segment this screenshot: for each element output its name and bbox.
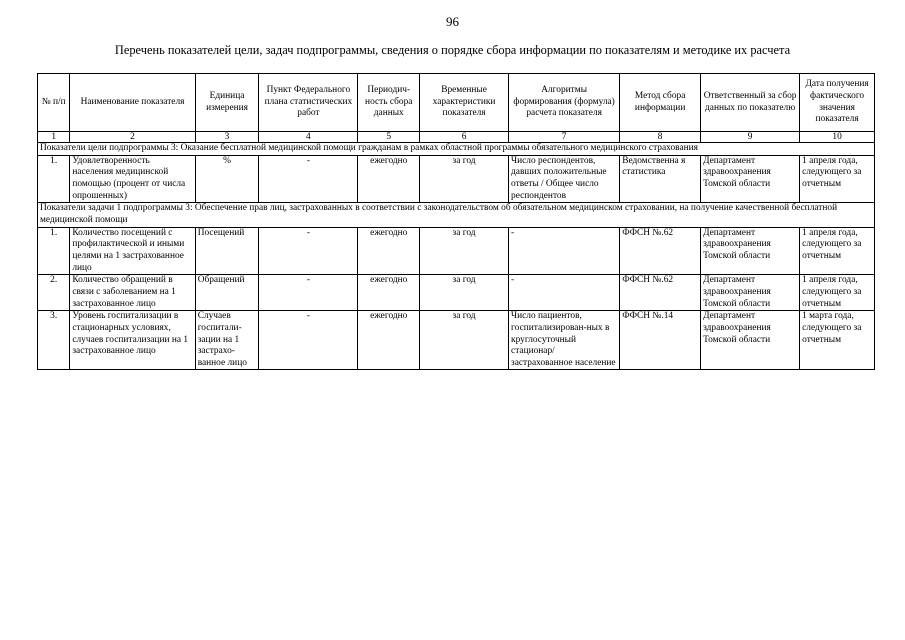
column-number: 7 (509, 132, 620, 143)
formula-cell: - (509, 227, 620, 275)
column-number: 4 (259, 132, 358, 143)
page-number: 96 (446, 14, 459, 29)
responsible-cell: Департамент здравоохранения Томской области (701, 311, 800, 370)
header-cell: Ответственный за сбор данных по показателю (701, 74, 800, 132)
time-characteristic-cell: за год (420, 155, 509, 203)
date-cell: 1 марта года, следующего за отчетным (800, 311, 875, 370)
header-cell: Дата получения фактического значения показателя (800, 74, 875, 132)
indicator-name: Количество обращений в связи с заболеванием на 1 застрахованное лицо (70, 275, 195, 311)
section-heading-row (38, 143, 875, 156)
header-cell: № п/п (38, 74, 70, 132)
unit-cell: Случаев госпитали-зации на 1 застрахо-ванное лицо (195, 311, 259, 370)
column-number: 9 (701, 132, 800, 143)
row-number: 2. (38, 275, 70, 311)
table-row (38, 311, 875, 370)
plan-item-cell: - (259, 227, 358, 275)
column-number: 3 (195, 132, 259, 143)
plan-item-cell: - (259, 155, 358, 203)
header-cell: Периодич-ность сбора данных (358, 74, 420, 132)
formula-cell: - (509, 275, 620, 311)
time-characteristic-cell: за год (420, 227, 509, 275)
document-title: Перечень показателей цели, задач подпрограммы, сведения о порядке сбора информации по показателям и методике их расчета (114, 43, 791, 57)
column-number: 6 (420, 132, 509, 143)
unit-cell: % (195, 155, 259, 203)
indicator-name: Количество посещений с профилактической и иными целями на 1 застрахованное лицо (70, 227, 195, 275)
responsible-cell: Департамент здравоохранения Томской области (701, 155, 800, 203)
collection-method-cell: ФФСН №.14 (620, 311, 701, 370)
time-characteristic-cell: за год (420, 311, 509, 370)
responsible-cell: Департамент здравоохранения Томской области (701, 275, 800, 311)
indicator-name: Уровень госпитализации в стационарных условиях, случаев госпитализации на 1 застрахованное лицо (70, 311, 195, 370)
collection-method-cell: Ведомственна я статистика (620, 155, 701, 203)
header-cell: Наименование показателя (70, 74, 195, 132)
row-number: 1. (38, 155, 70, 203)
date-cell: 1 апреля года, следующего за отчетным (800, 227, 875, 275)
date-cell: 1 апреля года, следующего за отчетным (800, 275, 875, 311)
plan-item-cell: - (259, 311, 358, 370)
header-cell: Пункт Федерального плана статистических работ (259, 74, 358, 132)
formula-cell: Число пациентов, госпитализирован-ных в круглосуточный стационар/ застрахованное население (509, 311, 620, 370)
row-number: 3. (38, 311, 70, 370)
periodicity-cell: ежегодно (358, 155, 420, 203)
periodicity-cell: ежегодно (358, 311, 420, 370)
column-number: 1 (38, 132, 70, 143)
header-row (38, 74, 875, 132)
unit-cell: Обращений (195, 275, 259, 311)
collection-method-cell: ФФСН №.62 (620, 227, 701, 275)
periodicity-cell: ежегодно (358, 275, 420, 311)
collection-method-cell: ФФСН №.62 (620, 275, 701, 311)
date-cell: 1 апреля года, следующего за отчетным (800, 155, 875, 203)
column-number: 2 (70, 132, 195, 143)
header-cell: Метод сбора информации (620, 74, 701, 132)
responsible-cell: Департамент здравоохранения Томской области (701, 227, 800, 275)
indicators-table (37, 73, 875, 370)
formula-cell: Число респондентов, давших положительные ответы / Общее число респондентов (509, 155, 620, 203)
section-heading: Показатели цели подпрограммы 3: Оказание бесплатной медицинской помощи гражданам в рамках областной программы обязательного медицинского страхования (38, 143, 875, 156)
section-heading-row (38, 203, 875, 227)
column-number: 5 (358, 132, 420, 143)
unit-cell: Посещений (195, 227, 259, 275)
header-cell: Алгоритмы формирования (формула) расчета показателя (509, 74, 620, 132)
column-number: 8 (620, 132, 701, 143)
indicator-name: Удовлетворенность населения медицинской помощью (процент от числа опрошенных) (70, 155, 195, 203)
plan-item-cell: - (259, 275, 358, 311)
column-number-row (38, 132, 875, 143)
periodicity-cell: ежегодно (358, 227, 420, 275)
time-characteristic-cell: за год (420, 275, 509, 311)
header-cell: Единица измерения (195, 74, 259, 132)
row-number: 1. (38, 227, 70, 275)
section-heading: Показатели задачи 1 подпрограммы 3: Обеспечение прав лиц, застрахованных в соответствии с законодательством об обязательном медицинском страховании, на получение качественной бесплатной медицинской помощи (38, 203, 875, 227)
table-row (38, 227, 875, 275)
table-row (38, 275, 875, 311)
header-cell: Временные характеристики показателя (420, 74, 509, 132)
column-number: 10 (800, 132, 875, 143)
table-row (38, 155, 875, 203)
